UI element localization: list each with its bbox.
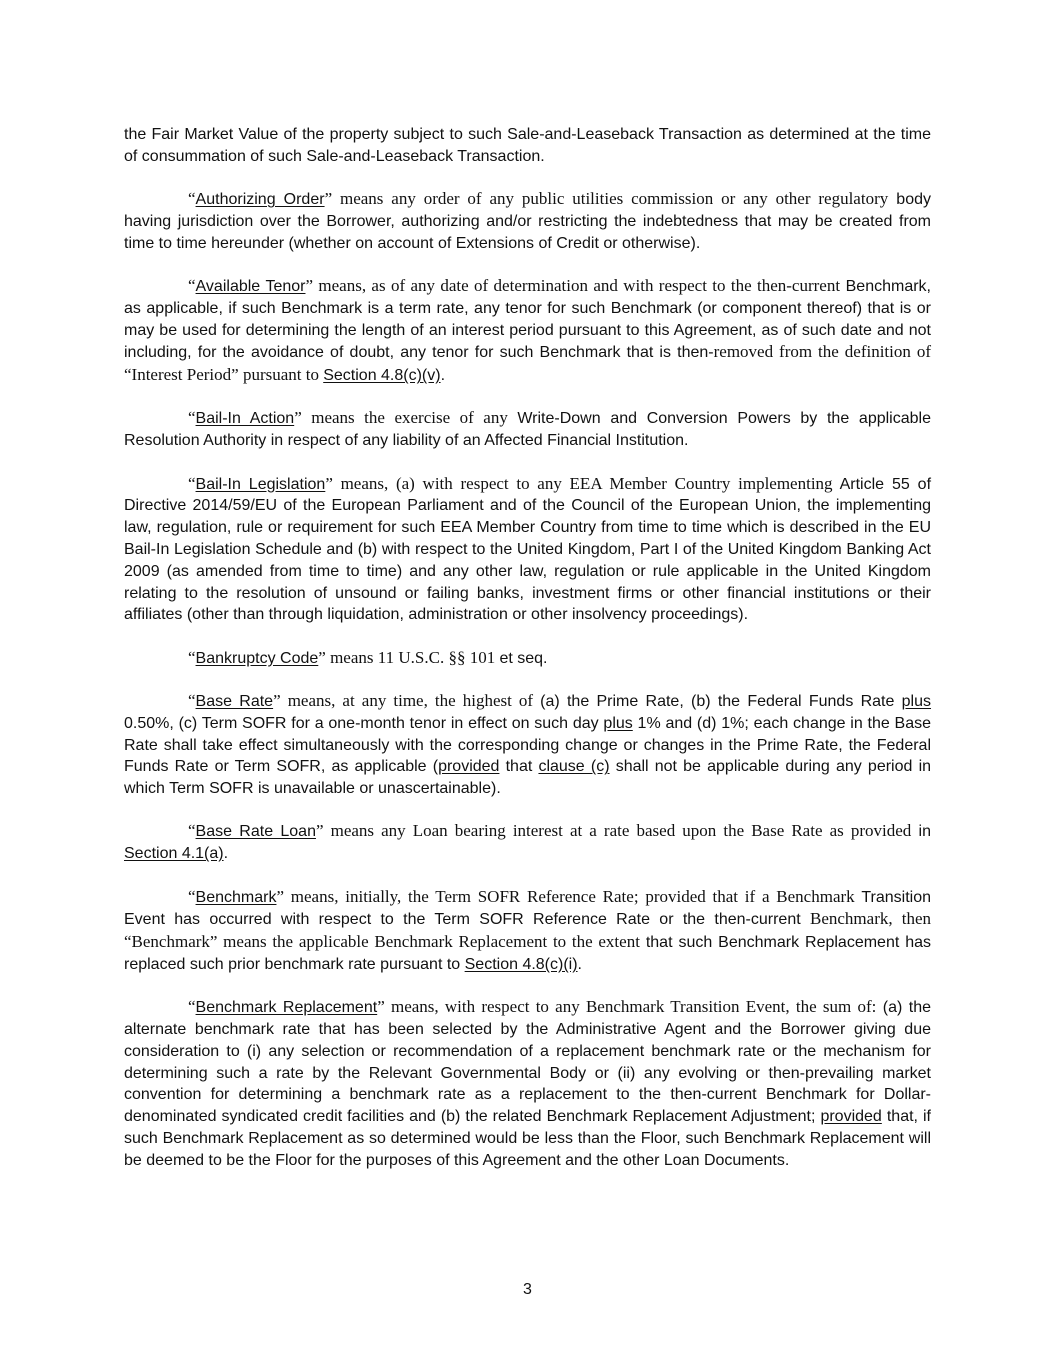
text-run: Transition Event has occurred with respect to the Term SOFR Reference Rate or the then-current	[124, 888, 932, 929]
text-run: ” means, as of any date of determination and with respect to the then-current	[305, 275, 841, 295]
paragraph-continuation	[124, 124, 931, 168]
document-body	[124, 124, 931, 1192]
underlined-term: Bankruptcy Code	[195, 649, 319, 667]
text-run: in	[911, 823, 931, 841]
underlined-term: Available Tenor	[195, 277, 306, 295]
page-number: 3	[523, 1281, 532, 1298]
paragraph-bail-in-legislation	[124, 473, 931, 627]
text-run: ” means 11 U.S.C. §§ 101	[318, 647, 500, 667]
paragraph-available-tenor	[124, 275, 931, 387]
paragraph-base-rate	[124, 690, 931, 800]
text-run: “	[188, 821, 196, 841]
text-run: 1% and (d) 1%; each change in the Base Rate shall take effect simultaneously with the corresponding change or changes in the Prime Rate, the Federal Funds Rate or Term SOFR, as applicable (	[124, 714, 932, 776]
underlined-term: Benchmark Replacement	[195, 999, 378, 1017]
paragraph-bail-in-action	[124, 407, 931, 452]
text-run: .	[577, 955, 582, 973]
underlined-term: provided	[820, 1108, 882, 1126]
paragraph-authorizing-order	[124, 188, 931, 254]
underlined-term: Base Rate	[195, 692, 274, 710]
underlined-term: Bail-In Action	[195, 410, 295, 428]
underlined-term: plus	[603, 714, 633, 732]
text-run: ” means, (a) with respect to any EEA Member Country implementing	[325, 473, 833, 493]
paragraph-benchmark	[124, 886, 931, 976]
text-run: “	[188, 473, 196, 493]
underlined-term: Authorizing Order	[195, 191, 325, 209]
text-run: removed from the definition of “Interest Period” pursuant to	[124, 342, 931, 385]
text-run: ” means, initially, the Term SOFR Reference Rate; provided that if a Benchmark	[276, 886, 855, 906]
text-run: et seq.	[499, 649, 548, 667]
text-run: “	[188, 886, 196, 906]
text-run: “	[188, 408, 196, 428]
text-run: body having jurisdiction over the Borrower, authorizing and/or restricting the indebtedness that may be created from time to time hereunder (whether on account of Extensions of Credit or otherwise).	[124, 191, 931, 252]
text-run: Benchmark, then “Benchmark” means the applicable Benchmark Replacement to the extent	[124, 909, 932, 952]
text-run: Write-Down and Conversion Powers by the applicable Resolution Authority in respect of any liability of an Affected Financial Institution.	[124, 410, 931, 450]
text-run: Article 55 of Directive 2014/59/EU of the European Parliament and of the Council of the European Union, the implementing law, regulation, rule or requirement for such EEA Member Country from time to time which is described in the EU Bail-In Legislation Schedule and (b) with respect to the United Kingdom, Part I of the United Kingdom Banking Act 2009 (as amended from time to time) and any other law, regulation or rule applicable in the United Kingdom relating to the resolution of unsound or failing banks, investment firms or other financial institutions or their affiliates (other than through liquidation, administration or other insolvency proceedings).	[124, 475, 932, 624]
text-run: .	[440, 367, 446, 385]
text-run: “	[188, 647, 196, 667]
text-run: ” means, with respect to any Benchmark Transition Event, the sum of:	[377, 997, 877, 1017]
text-run: that	[499, 758, 539, 776]
underlined-term: Benchmark	[195, 888, 277, 906]
underlined-term: Section 4.8(c)(v)	[323, 367, 441, 385]
text-run: “	[188, 997, 196, 1017]
text-run: ” means any Loan bearing interest at a rate based upon the Base Rate as provided	[315, 821, 912, 841]
text-run: ” means, at any time, the highest of	[273, 690, 541, 710]
text-run: that, if such Benchmark Replacement as so determined would be less than the Floor, such Benchmark Replacement will be deemed to be the Floor for the purposes of this Agreement and the other Loan Documents.	[124, 1108, 931, 1169]
text-run: “	[188, 690, 196, 710]
text-run: (a) the alternate benchmark rate that has been selected by the Administrative Agent and the Borrower giving due consideration to (i) any selection or recommendation of a replacement benchmark rate or the mechanism for determining such a rate by the Relevant Governmental Body or (ii) any evolving or then-prevailing market convention for determining a benchmark rate as a replacement to the then-current Benchmark for Dollar-denominated syndicated credit facilities and (b) the related Benchmark Replacement Adjustment;	[124, 999, 932, 1126]
text-run: “	[188, 189, 196, 209]
underlined-term: Section 4.1(a)	[124, 845, 224, 863]
text-run: ” means the exercise of any	[294, 408, 518, 428]
underlined-term: Bail-In Legislation	[195, 475, 326, 493]
paragraph-base-rate-loan	[124, 820, 931, 865]
text-run: .	[223, 845, 229, 863]
paragraph-bankruptcy-code	[124, 647, 931, 670]
text-run: shall not be applicable during any period in which Term SOFR is unavailable or unascertainable).	[124, 758, 932, 798]
paragraph-benchmark-replacement	[124, 996, 931, 1171]
text-run: (a) the Prime Rate, (b) the Federal Funds Rate	[540, 692, 902, 710]
underlined-term: Section 4.8(c)(i)	[464, 955, 578, 973]
text-run: that such Benchmark Replacement has replaced such prior benchmark rate pursuant to	[124, 934, 931, 973]
text-run: Benchmark, as applicable, if such Benchmark is a term rate, any tenor for such Benchmark (or component thereof) that is or may be used for determining the length of an interest period pursuant to this Agreement, as of such date and not including, for the avoidance of doubt, any tenor for such Benchmark that is then-	[124, 277, 931, 362]
underlined-term: clause (c)	[538, 758, 610, 776]
underlined-term: plus	[901, 692, 932, 710]
underlined-term: provided	[438, 758, 500, 776]
text-run: “	[188, 275, 196, 295]
underlined-term: Base Rate Loan	[195, 823, 316, 841]
text-run: the Fair Market Value of the property subject to such Sale-and-Leaseback Transaction as determined at the time of consummation of such Sale-and-Leaseback Transaction.	[124, 126, 931, 165]
text-run: 0.50%, (c) Term SOFR for a one-month tenor in effect on such day	[124, 714, 604, 732]
text-run: ” means any order of any public utilities commission or any other regulatory	[324, 189, 889, 209]
